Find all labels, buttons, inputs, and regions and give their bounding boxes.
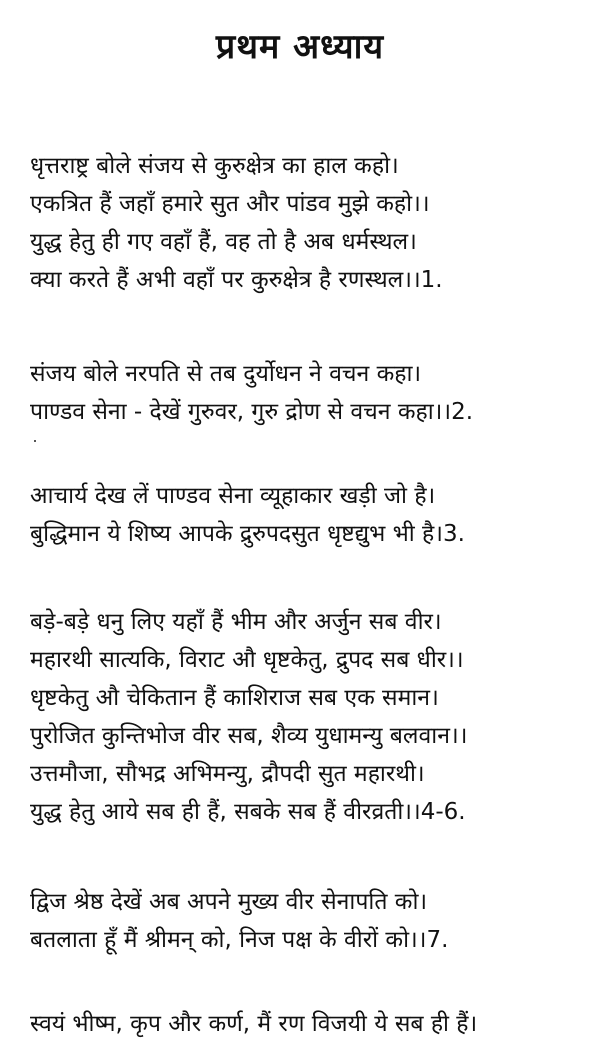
- verse-line: महारथी सात्यकि, विराट औ धृष्टकेतु, द्रुपद सब धीर।।: [30, 647, 464, 673]
- verse-line: युद्ध हेतु ही गए वहाँ हैं, वह तो है अब धर्मस्थल।: [30, 229, 417, 255]
- verse-line: पुरोजित कुन्तिभोज वीर सब, शैव्य युधामन्यु बलवान।।: [30, 723, 468, 749]
- verse-line: क्या करते हैं अभी वहाँ पर कुरुक्षेत्र है रणस्थल।।1.: [30, 267, 443, 293]
- stanza-2: [30, 355, 575, 431]
- verse-line: द्विज श्रेष्ठ देखें अब अपने मुख्य वीर सेनापति को।: [30, 889, 428, 915]
- stray-dot: [34, 440, 36, 442]
- verse-line: पाण्डव सेना - देखें गुरुवर, गुरु द्रोण से वचन कहा।।2.: [30, 399, 474, 425]
- verse-line: एकत्रित हैं जहाँ हमारे सुत और पांडव मुझे कहो।।: [30, 191, 430, 217]
- verse-line: धृत्तराष्ट्र बोले संजय से कुरुक्षेत्र का हाल कहो।: [30, 153, 399, 179]
- stanza-6: [30, 1005, 575, 1043]
- verse-line: आचार्य देख लें पाण्डव सेना व्यूहाकार खड़ी जो है।: [30, 483, 436, 509]
- verse-line: धृष्टकेतु औ चेकितान हैं काशिराज सब एक समान।: [30, 685, 439, 711]
- stanza-5: [30, 883, 575, 959]
- verse-line: बड़े-बड़े धनु लिए यहाँ हैं भीम और अर्जुन सब वीर।: [30, 609, 442, 635]
- verse-line: बतलाता हूँ मैं श्रीमन् को, निज पक्ष के वीरों को।।7.: [30, 927, 449, 953]
- verse-line: बुद्धिमान ये शिष्य आपके द्रुरुपदसुत धृष्टद्युभ भी है।3.: [30, 521, 465, 547]
- verse-line: युद्ध हेतु आये सब ही हैं, सबके सब हैं वीरव्रती।।4-6.: [30, 799, 466, 825]
- chapter-title: प्रथम अध्याय: [215, 27, 385, 67]
- verse-line: स्वयं भीष्म, कृप और कर्ण, मैं रण विजयी ये सब ही हैं।: [30, 1011, 478, 1037]
- stanza-4: [30, 603, 575, 831]
- stanza-1: [30, 147, 575, 299]
- verse-line: संजय बोले नरपति से तब दुर्योधन ने वचन कहा।: [30, 361, 422, 387]
- verse-line: उत्तमौजा, सौभद्र अभिमन्यु, द्रौपदी सुत महारथी।: [30, 761, 425, 787]
- stanza-3: [30, 477, 575, 553]
